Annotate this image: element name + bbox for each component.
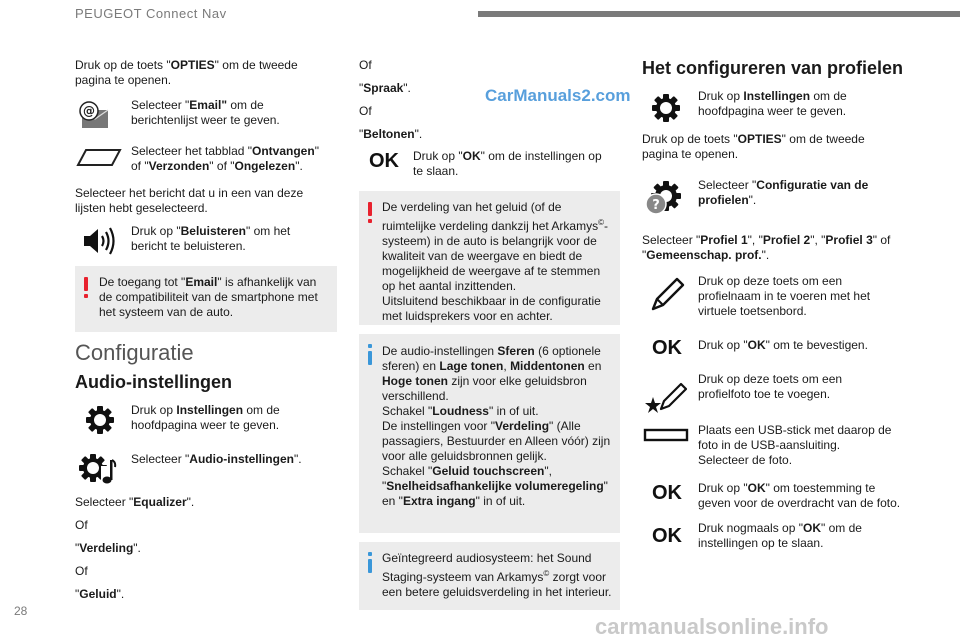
text: ". — [293, 452, 302, 466]
text-sup: © — [598, 218, 604, 227]
text: ". — [414, 127, 423, 141]
text: ". — [133, 541, 141, 555]
text-bold: Verdeling — [495, 419, 550, 433]
text-bold: OK — [747, 481, 766, 495]
watermark-top: CarManuals2.com — [485, 86, 631, 105]
text: " in of uit. — [488, 404, 539, 418]
email-instruction — [131, 98, 321, 128]
text-bold: Profiel 1 — [700, 233, 748, 247]
text-bold: Gemeenschap. prof. — [646, 248, 762, 262]
ok-icon: OK — [369, 150, 399, 172]
text-bold: Beluisteren — [180, 224, 246, 238]
text-bold: Beltonen — [363, 127, 415, 141]
text: " is afhankelijk van de compatibiliteit van de smartphone met het systeem van de auto. — [99, 275, 318, 319]
text-bold: Geluid touchscreen — [432, 464, 545, 478]
text: ". — [186, 495, 195, 509]
warning-text — [99, 275, 331, 320]
text: en — [584, 359, 602, 373]
text-bold: Middentonen — [510, 359, 585, 373]
text: " of " — [209, 159, 235, 173]
text-bold: Verdeling — [79, 541, 134, 555]
text: " om te bevestigen. — [765, 338, 868, 352]
tab-instruction — [131, 144, 331, 174]
email-icon — [78, 100, 112, 130]
gear-icon — [85, 405, 115, 435]
info-icon — [368, 559, 372, 573]
text: " of " — [131, 144, 319, 173]
warning-icon — [84, 277, 88, 291]
text-bold: Profiel 2 — [762, 233, 811, 247]
text-bold: OK — [802, 521, 821, 535]
text: ", " — [382, 464, 552, 493]
profile-config-icon — [645, 178, 685, 218]
text: Selecteer de foto. — [698, 453, 793, 467]
info-icon-dot — [368, 552, 372, 556]
text-bold: Geluid — [79, 587, 117, 601]
watermark-bottom: carmanualsonline.info — [595, 614, 829, 639]
ok-transfer-instruction — [698, 481, 908, 511]
text-bold: Hoge tonen — [382, 374, 448, 388]
text: " om de instellingen op te slaan. — [698, 521, 862, 550]
warning-box-email — [75, 266, 337, 332]
text: " en " — [382, 479, 608, 508]
equalizer-option — [75, 495, 194, 510]
text: Plaats een USB-stick met daarop de foto in de USB-aansluiting. — [698, 423, 892, 452]
text: om de hoofdpagina weer te geven. — [131, 403, 280, 432]
text: ". — [116, 587, 125, 601]
text: Druk op — [698, 89, 744, 103]
info-box-audio-settings — [359, 334, 620, 533]
text-bold: Audio-instellingen — [189, 452, 294, 466]
profile-select — [642, 233, 907, 263]
running-header: PEUGEOT Connect Nav — [75, 6, 227, 21]
info-box-sound-staging — [359, 542, 620, 610]
text-bold: Ontvangen — [252, 144, 315, 158]
warning-icon-dot — [368, 219, 372, 223]
text: " — [359, 81, 364, 95]
tab-icon — [76, 147, 122, 167]
heading-audio-instellingen: Audio-instellingen — [75, 372, 232, 392]
text: De verdeling van het geluid (of de ruimtelijke verdeling dankzij het Arkamys — [382, 200, 599, 233]
paragraph-options — [642, 132, 892, 162]
usb-icon — [643, 428, 689, 442]
paragraph-options — [75, 58, 315, 88]
text: De instellingen voor " — [382, 419, 495, 433]
text: " (Alle passagiers, Bestuurder en Alleen vóór) zijn voor alle geluidsbronnen gelijk. — [382, 419, 611, 463]
warning-text — [382, 200, 616, 324]
text: (6 optionele sferen) en — [382, 344, 601, 373]
header-bar — [478, 11, 960, 17]
section-title-configuratie: Configuratie — [75, 340, 194, 365]
text: " of " — [642, 233, 891, 262]
text: Druk op — [131, 403, 177, 417]
text: " in of uit. — [475, 494, 526, 508]
text: , — [503, 359, 511, 373]
or-text: Of — [359, 104, 372, 118]
text-bold: Sferen — [497, 344, 535, 358]
text-bold: Email" — [189, 98, 228, 112]
text: Selecteer " — [75, 495, 134, 509]
text-bold: Snelheidsafhankelijke volumeregeling — [386, 479, 604, 493]
text: ". — [748, 193, 757, 207]
text-bold: Configuratie van de profielen — [698, 178, 869, 207]
text: " — [75, 587, 80, 601]
ok-icon: OK — [652, 525, 682, 547]
text-bold: Lage tonen — [439, 359, 504, 373]
audio-settings-instruction — [131, 452, 331, 467]
text: Druk op " — [413, 149, 463, 163]
text: Selecteer " — [131, 98, 190, 112]
info-text — [382, 344, 616, 509]
text: -systeem) in de auto is belangrijk voor de kwaliteit van de weergave en biedt de mogelijkheid de weergave af te stemmen op het aantal inzittenden. — [382, 219, 608, 293]
text-bold: Instellingen — [176, 403, 244, 417]
text: om de berichtenlijst weer te geven. — [131, 98, 280, 127]
text-bold: Profiel 3 — [825, 233, 873, 247]
usb-instruction — [698, 423, 908, 468]
ok-save-instruction — [413, 149, 613, 179]
text-bold: Spraak — [363, 81, 404, 95]
text: Druk op de toets " — [75, 58, 171, 72]
geluid-option — [75, 587, 124, 602]
pen-instruction: Druk op deze toets om een profielnaam in te voeren met het virtuele toetsenbord. — [698, 274, 871, 318]
speaker-icon — [82, 226, 116, 256]
text: zorgt voor een betere geluidsverdeling in het interieur. — [382, 570, 612, 599]
pencil-icon — [649, 277, 685, 313]
svg-text:@: @ — [83, 104, 95, 118]
text-bold: OPTIES — [737, 132, 782, 146]
text: " om de tweede pagina te openen. — [642, 132, 865, 161]
text-bold: Email — [185, 275, 218, 289]
or-text: Of — [75, 518, 88, 532]
text: ", " — [747, 233, 763, 247]
text: Selecteer " — [131, 452, 190, 466]
text: ", " — [810, 233, 826, 247]
text-bold: Ongelezen — [234, 159, 296, 173]
text-bold: Extra ingang — [402, 494, 476, 508]
text: Geïntegreerd audiosysteem: het Sound Staging-systeem van Arkamys — [382, 551, 592, 584]
text: Druk op " — [698, 338, 748, 352]
text: De toegang tot " — [99, 275, 186, 289]
text: " om toestemming te geven voor de overdracht van de foto. — [698, 481, 901, 510]
photo-instruction: Druk op deze toets om een profielfoto toe te voegen. — [698, 372, 843, 401]
settings-instruction — [131, 403, 321, 433]
text: Selecteer het tabblad " — [131, 144, 253, 158]
audio-settings-icon — [79, 452, 117, 486]
text: ". — [295, 159, 303, 173]
text-bold: Loudness — [432, 404, 489, 418]
ok-icon: OK — [652, 337, 682, 359]
gear-icon — [651, 93, 681, 123]
text-bold: Equalizer — [133, 495, 187, 509]
info-icon — [368, 351, 372, 365]
text: Druk nogmaals op " — [698, 521, 803, 535]
warning-icon-dot — [84, 294, 88, 298]
text-bold: Verzonden — [148, 159, 210, 173]
text-bold: OPTIES — [170, 58, 215, 72]
text: " om de tweede pagina te openen. — [75, 58, 298, 87]
info-text — [382, 551, 616, 600]
warning-box-sound-distribution — [359, 191, 620, 325]
text-bold: OK — [747, 338, 766, 352]
or-text: Of — [75, 564, 88, 578]
text: ". — [761, 248, 770, 262]
verdeling-option — [75, 541, 141, 556]
text-bold: Instellingen — [743, 89, 811, 103]
listen-instruction — [131, 224, 321, 254]
text: om de hoofdpagina weer te geven. — [698, 89, 847, 118]
ok-save-instruction — [698, 521, 898, 551]
edit-photo-icon — [645, 375, 687, 415]
page-number: 28 — [14, 604, 28, 618]
spraak-option — [359, 81, 411, 96]
text-bold: OK — [462, 149, 481, 163]
ok-confirm-instruction — [698, 338, 898, 353]
text: ". — [403, 81, 411, 95]
text: Druk op de toets " — [642, 132, 738, 146]
text: zijn voor elke geluidsbron verschillend. — [382, 374, 587, 403]
text: " om de instellingen op te slaan. — [413, 149, 602, 178]
text: " — [75, 541, 80, 555]
text: De audio-instellingen — [382, 344, 498, 358]
beltonen-option — [359, 127, 422, 142]
text: Uitsluitend beschikbaar in de configuratie met luidsprekers voor en achter. — [382, 294, 601, 323]
or-text: Of — [359, 58, 372, 72]
profile-config-instruction — [698, 178, 898, 208]
heading-profiles: Het configureren van profielen — [642, 58, 904, 78]
text: Selecteer " — [698, 178, 757, 192]
text-sup: © — [543, 569, 550, 578]
info-icon-dot — [368, 344, 372, 348]
text: Schakel " — [382, 404, 433, 418]
text: " — [359, 127, 364, 141]
text: Selecteer " — [642, 233, 701, 247]
paragraph-select-message: Selecteer het bericht dat u in een van deze lijsten hebt geselecteerd. — [75, 186, 304, 215]
svg-text:?: ? — [652, 198, 660, 213]
ok-icon: OK — [652, 482, 682, 504]
text: Druk op " — [698, 481, 748, 495]
warning-icon — [368, 202, 372, 216]
text: " om het bericht te beluisteren. — [131, 224, 291, 253]
settings-instruction — [698, 89, 898, 119]
text: Druk op " — [131, 224, 181, 238]
text: Schakel " — [382, 464, 433, 478]
